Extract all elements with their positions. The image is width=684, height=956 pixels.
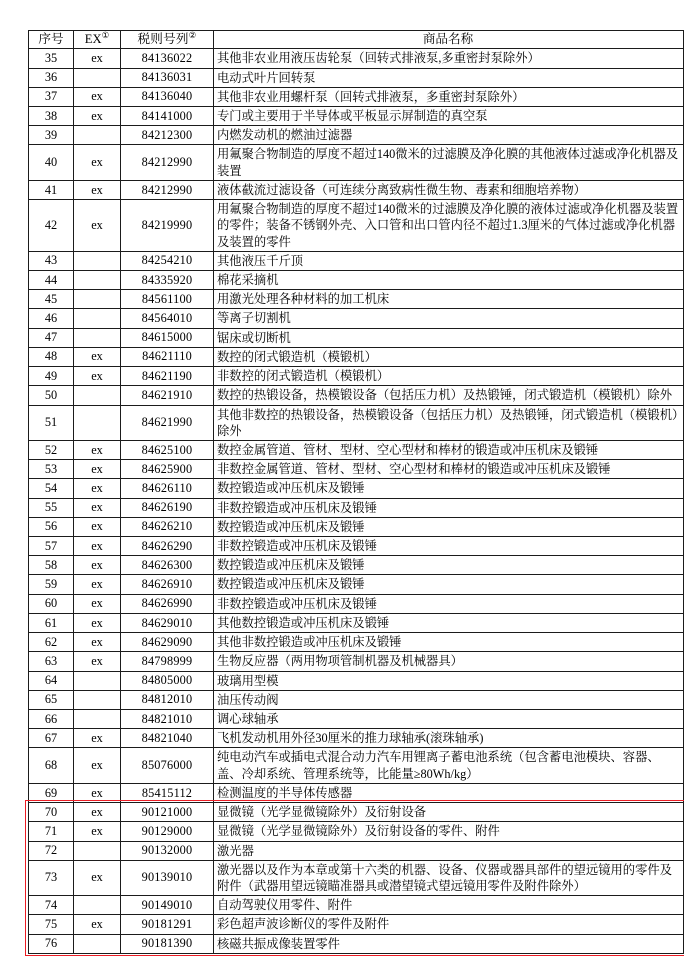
cell-serial-number: 74 bbox=[29, 896, 74, 915]
cell-product-name: 激光器 bbox=[214, 841, 684, 860]
table-row bbox=[29, 386, 684, 405]
cell-tariff-code: 84821010 bbox=[121, 710, 214, 729]
cell-product-name: 其他非农业用螺杆泵（回转式排液泵，多重密封泵除外） bbox=[214, 87, 684, 106]
table-row bbox=[29, 803, 684, 822]
cell-product-name: 数控锻造或冲压机床及锻锤 bbox=[214, 479, 684, 498]
cell-serial-number: 50 bbox=[29, 386, 74, 405]
cell-ex-flag bbox=[74, 671, 121, 690]
table-row bbox=[29, 748, 684, 783]
cell-product-name: 非数控锻造或冲压机床及锻锤 bbox=[214, 594, 684, 613]
cell-ex-flag: ex bbox=[74, 575, 121, 594]
cell-serial-number: 58 bbox=[29, 556, 74, 575]
table-row bbox=[29, 613, 684, 632]
cell-ex-flag: ex bbox=[74, 915, 121, 934]
cell-ex-flag bbox=[74, 270, 121, 289]
cell-ex-flag: ex bbox=[74, 633, 121, 652]
header-cell-ex bbox=[74, 31, 121, 49]
cell-serial-number: 48 bbox=[29, 347, 74, 366]
cell-ex-flag: ex bbox=[74, 367, 121, 386]
header-ex-superscript: ① bbox=[101, 29, 110, 40]
table-row bbox=[29, 556, 684, 575]
table-row bbox=[29, 671, 684, 690]
cell-serial-number: 49 bbox=[29, 367, 74, 386]
cell-tariff-code: 84626190 bbox=[121, 498, 214, 517]
cell-ex-flag: ex bbox=[74, 49, 121, 68]
table-row bbox=[29, 290, 684, 309]
cell-tariff-code: 84625100 bbox=[121, 440, 214, 459]
cell-product-name: 专门或主要用于半导体或平板显示屏制造的真空泵 bbox=[214, 107, 684, 126]
cell-serial-number: 70 bbox=[29, 803, 74, 822]
cell-ex-flag: ex bbox=[74, 498, 121, 517]
table-row bbox=[29, 367, 684, 386]
cell-product-name: 调心球轴承 bbox=[214, 710, 684, 729]
cell-ex-flag: ex bbox=[74, 440, 121, 459]
cell-serial-number: 37 bbox=[29, 87, 74, 106]
cell-tariff-code: 84629090 bbox=[121, 633, 214, 652]
cell-tariff-code: 84621110 bbox=[121, 347, 214, 366]
cell-tariff-code: 84812010 bbox=[121, 690, 214, 709]
cell-product-name: 数控的热锻设备，热模锻设备（包括压力机）及热锻锤，闭式锻造机（模锻机）除外 bbox=[214, 386, 684, 405]
cell-ex-flag bbox=[74, 896, 121, 915]
cell-ex-flag: ex bbox=[74, 200, 121, 252]
cell-product-name: 非数控锻造或冲压机床及锻锤 bbox=[214, 498, 684, 517]
table-row bbox=[29, 200, 684, 252]
cell-tariff-code: 84626300 bbox=[121, 556, 214, 575]
header-code-label: 税则号列 bbox=[137, 32, 189, 46]
cell-serial-number: 54 bbox=[29, 479, 74, 498]
cell-ex-flag: ex bbox=[74, 517, 121, 536]
cell-serial-number: 60 bbox=[29, 594, 74, 613]
cell-tariff-code: 84212990 bbox=[121, 145, 214, 180]
header-ex-label: EX bbox=[84, 32, 102, 46]
cell-ex-flag: ex bbox=[74, 479, 121, 498]
table-row bbox=[29, 783, 684, 802]
cell-serial-number: 51 bbox=[29, 405, 74, 440]
cell-tariff-code: 84219990 bbox=[121, 200, 214, 252]
cell-serial-number: 69 bbox=[29, 783, 74, 802]
cell-serial-number: 73 bbox=[29, 860, 74, 895]
table-row bbox=[29, 860, 684, 895]
cell-product-name: 棉花采摘机 bbox=[214, 270, 684, 289]
cell-ex-flag: ex bbox=[74, 347, 121, 366]
cell-product-name: 显微镜（光学显微镜除外）及衍射设备的零件、附件 bbox=[214, 822, 684, 841]
cell-ex-flag: ex bbox=[74, 180, 121, 199]
cell-tariff-code: 84212990 bbox=[121, 180, 214, 199]
cell-product-name: 生物反应器（两用物项管制机器及机械器具） bbox=[214, 652, 684, 671]
table-row bbox=[29, 517, 684, 536]
cell-ex-flag bbox=[74, 290, 121, 309]
cell-product-name: 用氟聚合物制造的厚度不超过140微米的过滤膜及净化膜的其他液体过滤或净化机器及装置 bbox=[214, 145, 684, 180]
cell-tariff-code: 84212300 bbox=[121, 126, 214, 145]
header-cell-no: 序号 bbox=[29, 31, 74, 49]
table-row bbox=[29, 87, 684, 106]
cell-tariff-code: 84335920 bbox=[121, 270, 214, 289]
cell-product-name: 其他液压千斤顶 bbox=[214, 251, 684, 270]
table-row bbox=[29, 594, 684, 613]
cell-ex-flag bbox=[74, 251, 121, 270]
cell-tariff-code: 84821040 bbox=[121, 729, 214, 748]
cell-serial-number: 66 bbox=[29, 710, 74, 729]
cell-tariff-code: 84621190 bbox=[121, 367, 214, 386]
cell-product-name: 油压传动阀 bbox=[214, 690, 684, 709]
cell-serial-number: 72 bbox=[29, 841, 74, 860]
cell-product-name: 数控锻造或冲压机床及锻锤 bbox=[214, 556, 684, 575]
cell-ex-flag: ex bbox=[74, 803, 121, 822]
cell-product-name: 其他数控锻造或冲压机床及锻锤 bbox=[214, 613, 684, 632]
cell-ex-flag bbox=[74, 328, 121, 347]
cell-ex-flag: ex bbox=[74, 107, 121, 126]
cell-tariff-code: 90121000 bbox=[121, 803, 214, 822]
cell-ex-flag: ex bbox=[74, 460, 121, 479]
cell-ex-flag: ex bbox=[74, 613, 121, 632]
cell-ex-flag: ex bbox=[74, 860, 121, 895]
cell-ex-flag bbox=[74, 710, 121, 729]
cell-serial-number: 57 bbox=[29, 537, 74, 556]
cell-serial-number: 39 bbox=[29, 126, 74, 145]
cell-ex-flag bbox=[74, 309, 121, 328]
table-row bbox=[29, 49, 684, 68]
cell-tariff-code: 84561100 bbox=[121, 290, 214, 309]
cell-ex-flag: ex bbox=[74, 145, 121, 180]
cell-product-name: 玻璃用型模 bbox=[214, 671, 684, 690]
cell-product-name: 非数控锻造或冲压机床及锻锤 bbox=[214, 537, 684, 556]
table-row bbox=[29, 710, 684, 729]
table-body bbox=[29, 49, 684, 954]
cell-ex-flag: ex bbox=[74, 594, 121, 613]
cell-tariff-code: 84141000 bbox=[121, 107, 214, 126]
table-row bbox=[29, 126, 684, 145]
cell-ex-flag: ex bbox=[74, 652, 121, 671]
cell-tariff-code: 84136031 bbox=[121, 68, 214, 87]
cell-serial-number: 53 bbox=[29, 460, 74, 479]
cell-tariff-code: 84626990 bbox=[121, 594, 214, 613]
cell-ex-flag: ex bbox=[74, 537, 121, 556]
table-row bbox=[29, 652, 684, 671]
cell-tariff-code: 84798999 bbox=[121, 652, 214, 671]
cell-tariff-code: 85415112 bbox=[121, 783, 214, 802]
cell-tariff-code: 84629010 bbox=[121, 613, 214, 632]
table-row bbox=[29, 251, 684, 270]
cell-product-name: 用激光处理各种材料的加工机床 bbox=[214, 290, 684, 309]
table-row bbox=[29, 822, 684, 841]
table-row bbox=[29, 440, 684, 459]
cell-product-name: 纯电动汽车或插电式混合动力汽车用锂离子蓄电池系统（包含蓄电池模块、容器、盖、冷却系统、管理系统等，比能量≥80Wh/kg） bbox=[214, 748, 684, 783]
cell-serial-number: 56 bbox=[29, 517, 74, 536]
cell-tariff-code: 90181291 bbox=[121, 915, 214, 934]
cell-tariff-code: 84615000 bbox=[121, 328, 214, 347]
table-row bbox=[29, 479, 684, 498]
header-cell-code bbox=[121, 31, 214, 49]
header-row bbox=[29, 31, 684, 49]
table-row bbox=[29, 270, 684, 289]
cell-serial-number: 38 bbox=[29, 107, 74, 126]
cell-ex-flag: ex bbox=[74, 87, 121, 106]
cell-serial-number: 61 bbox=[29, 613, 74, 632]
cell-product-name: 其他非数控锻造或冲压机床及锻锤 bbox=[214, 633, 684, 652]
cell-tariff-code: 90139010 bbox=[121, 860, 214, 895]
cell-product-name: 非数控金属管道、管材、型材、空心型材和棒材的锻造或冲压机床及锻锤 bbox=[214, 460, 684, 479]
cell-serial-number: 43 bbox=[29, 251, 74, 270]
table-row bbox=[29, 729, 684, 748]
cell-product-name: 电动式叶片回转泵 bbox=[214, 68, 684, 87]
table-row bbox=[29, 68, 684, 87]
cell-product-name: 彩色超声波诊断仪的零件及附件 bbox=[214, 915, 684, 934]
cell-tariff-code: 90132000 bbox=[121, 841, 214, 860]
cell-product-name: 数控锻造或冲压机床及锻锤 bbox=[214, 517, 684, 536]
cell-tariff-code: 84254210 bbox=[121, 251, 214, 270]
table-row bbox=[29, 309, 684, 328]
cell-product-name: 数控锻造或冲压机床及锻锤 bbox=[214, 575, 684, 594]
cell-tariff-code: 84626910 bbox=[121, 575, 214, 594]
cell-product-name: 非数控的闭式锻造机（模锻机） bbox=[214, 367, 684, 386]
cell-product-name: 激光器以及作为本章或第十六类的机器、设备、仪器或器具部件的望远镜用的零件及附件（武器用望远镜瞄准器具或潜望镜式望远镜用零件及附件除外） bbox=[214, 860, 684, 895]
cell-serial-number: 45 bbox=[29, 290, 74, 309]
cell-product-name: 内燃发动机的燃油过滤器 bbox=[214, 126, 684, 145]
cell-product-name: 液体截流过滤设备（可连续分离致病性微生物、毒素和细胞培养物） bbox=[214, 180, 684, 199]
cell-product-name: 数控金属管道、管材、型材、空心型材和棒材的锻造或冲压机床及锻锤 bbox=[214, 440, 684, 459]
table-header bbox=[29, 31, 684, 49]
table-row bbox=[29, 347, 684, 366]
cell-product-name: 其他非数控的热锻设备，热模锻设备（包括压力机）及热锻锤，闭式锻造机（模锻机）除外 bbox=[214, 405, 684, 440]
cell-serial-number: 63 bbox=[29, 652, 74, 671]
cell-serial-number: 75 bbox=[29, 915, 74, 934]
cell-serial-number: 46 bbox=[29, 309, 74, 328]
cell-serial-number: 59 bbox=[29, 575, 74, 594]
cell-serial-number: 55 bbox=[29, 498, 74, 517]
cell-tariff-code: 84625900 bbox=[121, 460, 214, 479]
table-row bbox=[29, 633, 684, 652]
table-row bbox=[29, 180, 684, 199]
cell-serial-number: 36 bbox=[29, 68, 74, 87]
tariff-table bbox=[28, 30, 684, 954]
cell-tariff-code: 84564010 bbox=[121, 309, 214, 328]
cell-serial-number: 44 bbox=[29, 270, 74, 289]
cell-tariff-code: 84626210 bbox=[121, 517, 214, 536]
cell-product-name: 飞机发动机用外径30厘米的推力球轴承(滚珠轴承) bbox=[214, 729, 684, 748]
cell-tariff-code: 84136040 bbox=[121, 87, 214, 106]
table-row bbox=[29, 934, 684, 953]
header-cell-name: 商品名称 bbox=[214, 31, 684, 49]
cell-tariff-code: 84626290 bbox=[121, 537, 214, 556]
cell-ex-flag bbox=[74, 68, 121, 87]
cell-serial-number: 68 bbox=[29, 748, 74, 783]
cell-product-name: 自动驾驶仪用零件、附件 bbox=[214, 896, 684, 915]
cell-tariff-code: 84621910 bbox=[121, 386, 214, 405]
cell-tariff-code: 84626110 bbox=[121, 479, 214, 498]
cell-serial-number: 47 bbox=[29, 328, 74, 347]
table-row bbox=[29, 915, 684, 934]
cell-tariff-code: 84805000 bbox=[121, 671, 214, 690]
cell-tariff-code: 84136022 bbox=[121, 49, 214, 68]
cell-product-name: 显微镜（光学显微镜除外）及衍射设备 bbox=[214, 803, 684, 822]
cell-tariff-code: 90149010 bbox=[121, 896, 214, 915]
cell-serial-number: 35 bbox=[29, 49, 74, 68]
table-row bbox=[29, 107, 684, 126]
cell-ex-flag bbox=[74, 405, 121, 440]
cell-serial-number: 65 bbox=[29, 690, 74, 709]
table-row bbox=[29, 405, 684, 440]
cell-ex-flag: ex bbox=[74, 729, 121, 748]
header-code-superscript: ② bbox=[188, 29, 197, 40]
table-row bbox=[29, 841, 684, 860]
table-row bbox=[29, 498, 684, 517]
cell-serial-number: 67 bbox=[29, 729, 74, 748]
table-row bbox=[29, 537, 684, 556]
cell-ex-flag: ex bbox=[74, 748, 121, 783]
cell-ex-flag bbox=[74, 934, 121, 953]
cell-product-name: 数控的闭式锻造机（模锻机） bbox=[214, 347, 684, 366]
table-row bbox=[29, 145, 684, 180]
cell-ex-flag bbox=[74, 841, 121, 860]
cell-ex-flag bbox=[74, 126, 121, 145]
cell-product-name: 用氟聚合物制造的厚度不超过140微米的过滤膜及净化膜的液体过滤或净化机器及装置的零件；装备不锈钢外壳、入口管和出口管内径不超过1.3厘米的气体过滤或净化机器及装置的零件 bbox=[214, 200, 684, 252]
cell-serial-number: 76 bbox=[29, 934, 74, 953]
cell-serial-number: 52 bbox=[29, 440, 74, 459]
cell-tariff-code: 84621990 bbox=[121, 405, 214, 440]
table-row bbox=[29, 575, 684, 594]
cell-ex-flag: ex bbox=[74, 822, 121, 841]
cell-product-name: 其他非农业用液压齿轮泵（回转式排液泵,多重密封泵除外） bbox=[214, 49, 684, 68]
cell-ex-flag bbox=[74, 690, 121, 709]
cell-serial-number: 71 bbox=[29, 822, 74, 841]
cell-tariff-code: 90129000 bbox=[121, 822, 214, 841]
cell-serial-number: 40 bbox=[29, 145, 74, 180]
cell-serial-number: 42 bbox=[29, 200, 74, 252]
cell-product-name: 检测温度的半导体传感器 bbox=[214, 783, 684, 802]
table-row bbox=[29, 328, 684, 347]
table-row bbox=[29, 690, 684, 709]
cell-ex-flag bbox=[74, 386, 121, 405]
cell-product-name: 等离子切割机 bbox=[214, 309, 684, 328]
cell-serial-number: 64 bbox=[29, 671, 74, 690]
cell-ex-flag: ex bbox=[74, 783, 121, 802]
cell-tariff-code: 90181390 bbox=[121, 934, 214, 953]
cell-serial-number: 62 bbox=[29, 633, 74, 652]
cell-serial-number: 41 bbox=[29, 180, 74, 199]
cell-ex-flag: ex bbox=[74, 556, 121, 575]
cell-product-name: 锯床或切断机 bbox=[214, 328, 684, 347]
table-row bbox=[29, 460, 684, 479]
table-row bbox=[29, 896, 684, 915]
cell-product-name: 核磁共振成像装置零件 bbox=[214, 934, 684, 953]
cell-tariff-code: 85076000 bbox=[121, 748, 214, 783]
